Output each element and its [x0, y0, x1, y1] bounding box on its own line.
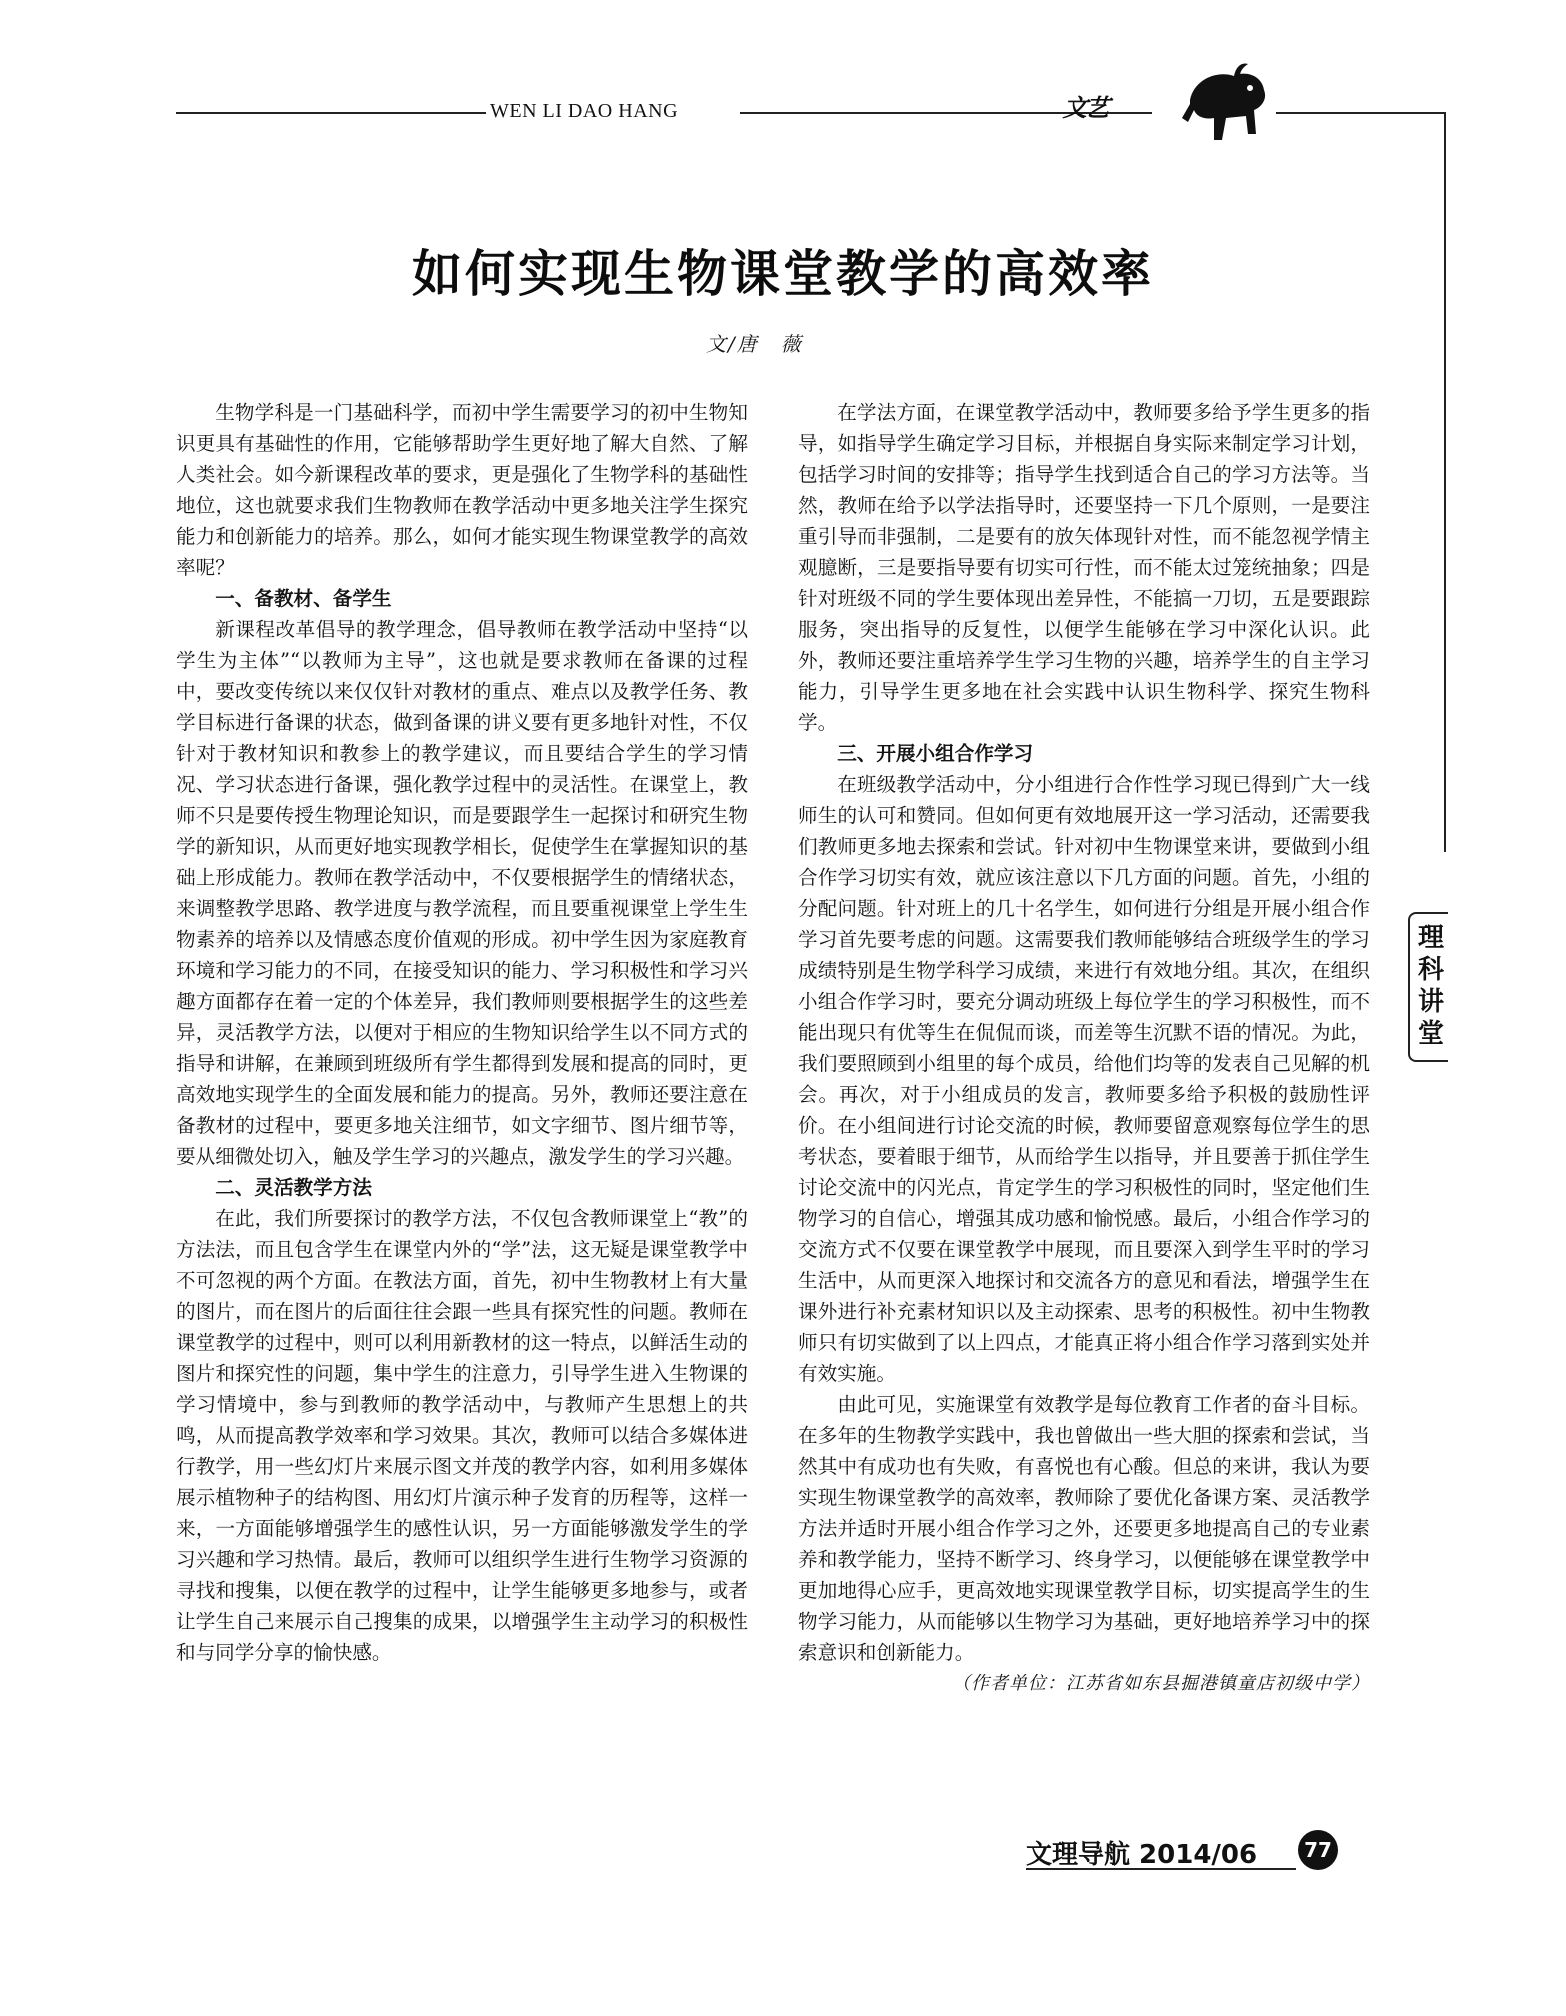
page-footer — [1026, 1830, 1346, 1870]
paragraph-intro: 生物学科是一门基础科学，而初中学生需要学习的初中生物知识更具有基础性的作用，它能够帮助学生更好地了解大自然、了解人类社会。如今新课程改革的要求，更是强化了生物学科的基础性地位，这也就要求我们生物教师在教学活动中更多地关注学生探究能力和创新能力的培养。那么，如何才能实现生物课堂教学的高效率呢？ — [176, 401, 748, 579]
running-header — [176, 93, 1446, 156]
article-title: 如何实现生物课堂教学的高效率 — [412, 243, 1154, 303]
header-rule-right — [1276, 112, 1446, 114]
bull-logo-icon — [1176, 60, 1272, 152]
paragraph-section-3: 在班级教学活动中，分小组进行合作性学习现已得到广大一线师生的认可和赞同。但如何更有效地展开这一学习活动，还需要我们教师更多地去探索和尝试。针对初中生物课堂来讲，要做到小组合作学习切实有效，就应该注意以下几方面的问题。首先，小组的分配问题。针对班上的几十名学生，如何进行分组是开展小组合作学习首先要考虑的问题。这需要我们教师能够结合班级学生的学习成绩特别是生物学科学习成绩，来进行有效地分组。其次，在组织小组合作学习时，要充分调动班级上每位学生的学习积极性，而不能出现只有优等生在侃侃而谈，而差等生沉默不语的情况。为此，我们要照顾到小组里的每个成员，给他们均等的发表自己见解的机会。再次，对于小组成员的发言，教师要多给予积极的鼓励性评价。在小组间进行讨论交流的时候，教师要留意观察每位学生的思考状态，要着眼于细节，从而给学生以指导，并且要善于抓住学生讨论交流中的闪光点，肯定学生的学习积极性的同时，坚定他们生物学习的自信心，增强其成功感和愉悦感。最后，小组合作学习的交流方式不仅要在课堂教学中展现，而且要深入到学生平时的学习生活中，从而更深入地探讨和交流各方的意见和看法，增强学生在课外进行补充素材知识以及主动探索、思考的积极性。初中生物教师只有切实做到了以上四点，才能真正将小组合作学习落到实处并有效实施。 — [798, 773, 1370, 1385]
footer-rule — [1026, 1868, 1296, 1870]
running-title: WEN LI DAO HANG — [490, 100, 679, 122]
paragraph-conclusion: 由此可见，实施课堂有效教学是每位教育工作者的奋斗目标。在多年的生物教学实践中，我也曾做出一些大胆的探索和尝试，当然其中有成功也有失败，有喜悦也有心酸。但总的来讲，我认为要实现生物课堂教学的高效率，教师除了要优化备课方案、灵活教学方法并适时开展小组合作学习之外，还要更多地提高自己的专业素养和教学能力，坚持不断学习、终身学习，以便能够在课堂教学中更加地得心应手，更高效地实现课堂教学目标，切实提高学生的生物学习能力，从而能够以生物学习为基础，更好地培养学习中的探索意识和创新能力。 — [798, 1393, 1370, 1664]
section-side-tab — [1408, 912, 1448, 1062]
left-column — [176, 397, 748, 1668]
article-byline: 文/唐 薇 — [706, 332, 803, 356]
header-rule-vertical — [1444, 112, 1446, 852]
page-number: 77 — [1298, 1830, 1338, 1870]
section-heading-2: 二、灵活教学方法 — [215, 1176, 372, 1199]
side-tab-label: 理科讲堂 — [1413, 923, 1444, 1051]
paragraph-section-2: 在此，我们所要探讨的教学方法，不仅包含教师课堂上“教”的方法法，而且包含学生在课堂内外的“学”法，这无疑是课堂教学中不可忽视的两个方面。在教法方面，首先，初中生物教材上有大量的图片，而在图片的后面往往会跟一些具有探究性的问题。教师在课堂教学的过程中，则可以利用新教材的这一特点，以鲜活生动的图片和探究性的问题，集中学生的注意力，引导学生进入生物课的学习情境中，参与到教师的教学活动中，与教师产生思想上的共鸣，从而提高教学效率和学习效果。其次，教师可以结合多媒体进行教学，用一些幻灯片来展示图文并茂的教学内容，如利用多媒体展示植物种子的结构图、用幻灯片演示种子发育的历程等，这样一来，一方面能够增强学生的感性认识，另一方面能够激发学生的学习兴趣和学习热情。最后，教师可以组织学生进行生物学习资源的寻找和搜集，以便在教学的过程中，让学生能够更多地参与，或者让学生自己来展示自己搜集的成果，以增强学生主动学习的积极性和与同学分享的愉快感。 — [176, 1207, 748, 1664]
paragraph-section-1: 新课程改革倡导的教学理念，倡导教师在教学活动中坚持“以学生为主体”“以教师为主导”，这也就是要求教师在备课的过程中，要改变传统以来仅仅针对教材的重点、难点以及教学任务、教学目标进行备课的状态，做到备课的讲义要有更多地针对性，不仅针对于教材知识和教参上的教学建议，而且要结合学生的学习情况、学习状态进行备课，强化教学过程中的灵活性。在课堂上，教师不只是要传授生物理论知识，而是要跟学生一起探讨和研究生物学的新知识，从而更好地实现教学相长，促使学生在掌握知识的基础上形成能力。教师在教学活动中，不仅要根据学生的情绪状态，来调整教学思路、教学进度与教学流程，而且要重视课堂上学生生物素养的培养以及情感态度价值观的形成。初中学生因为家庭教育环境和学习能力的不同，在接受知识的能力、学习积极性和学习兴趣方面都存在着一定的个体差异，我们教师则要根据学生的这些差异，灵活教学方法，以便对于相应的生物知识给学生以不同方式的指导和讲解，在兼顾到班级所有学生都得到发展和提高的同时，更高效地实现学生的全面发展和能力的提高。另外，教师还要注意在备教材的过程中，要更多地关注细节，如文字细节、图片细节等，要从细微处切入，触及学生学习的兴趣点，激发学生的学习兴趣。 — [176, 618, 748, 1168]
section-heading-3: 三、开展小组合作学习 — [837, 742, 1034, 765]
header-decoration: 文艺 — [1060, 93, 1115, 122]
author-affiliation: （作者单位：江苏省如东县掘港镇童店初级中学） — [952, 1673, 1370, 1694]
journal-issue: 文理导航 2014/06 — [1026, 1840, 1258, 1870]
section-heading-1: 一、备教材、备学生 — [215, 587, 392, 610]
right-column — [798, 397, 1370, 1699]
paragraph-learning-methods: 在学法方面，在课堂教学活动中，教师要多给予学生更多的指导，如指导学生确定学习目标，并根据自身实际来制定学习计划，包括学习时间的安排等；指导学生找到适合自己的学习方法等。当然，教师在给予以学法指导时，还要坚持一下几个原则，一是要注重引导而非强制，二是要有的放矢体现针对性，而不能忽视学情主观臆断，三是要指导要有切实可行性，而不能太过笼统抽象；四是针对班级不同的学生要体现出差异性，不能搞一刀切，五是要跟踪服务，突出指导的反复性，以便学生能够在学习中深化认识。此外，教师还要注重培养学生学习生物的兴趣，培养学生的自主学习能力，引导学生更多地在社会实践中认识生物科学、探究生物科学。 — [798, 401, 1370, 734]
header-rule-left — [176, 112, 486, 114]
